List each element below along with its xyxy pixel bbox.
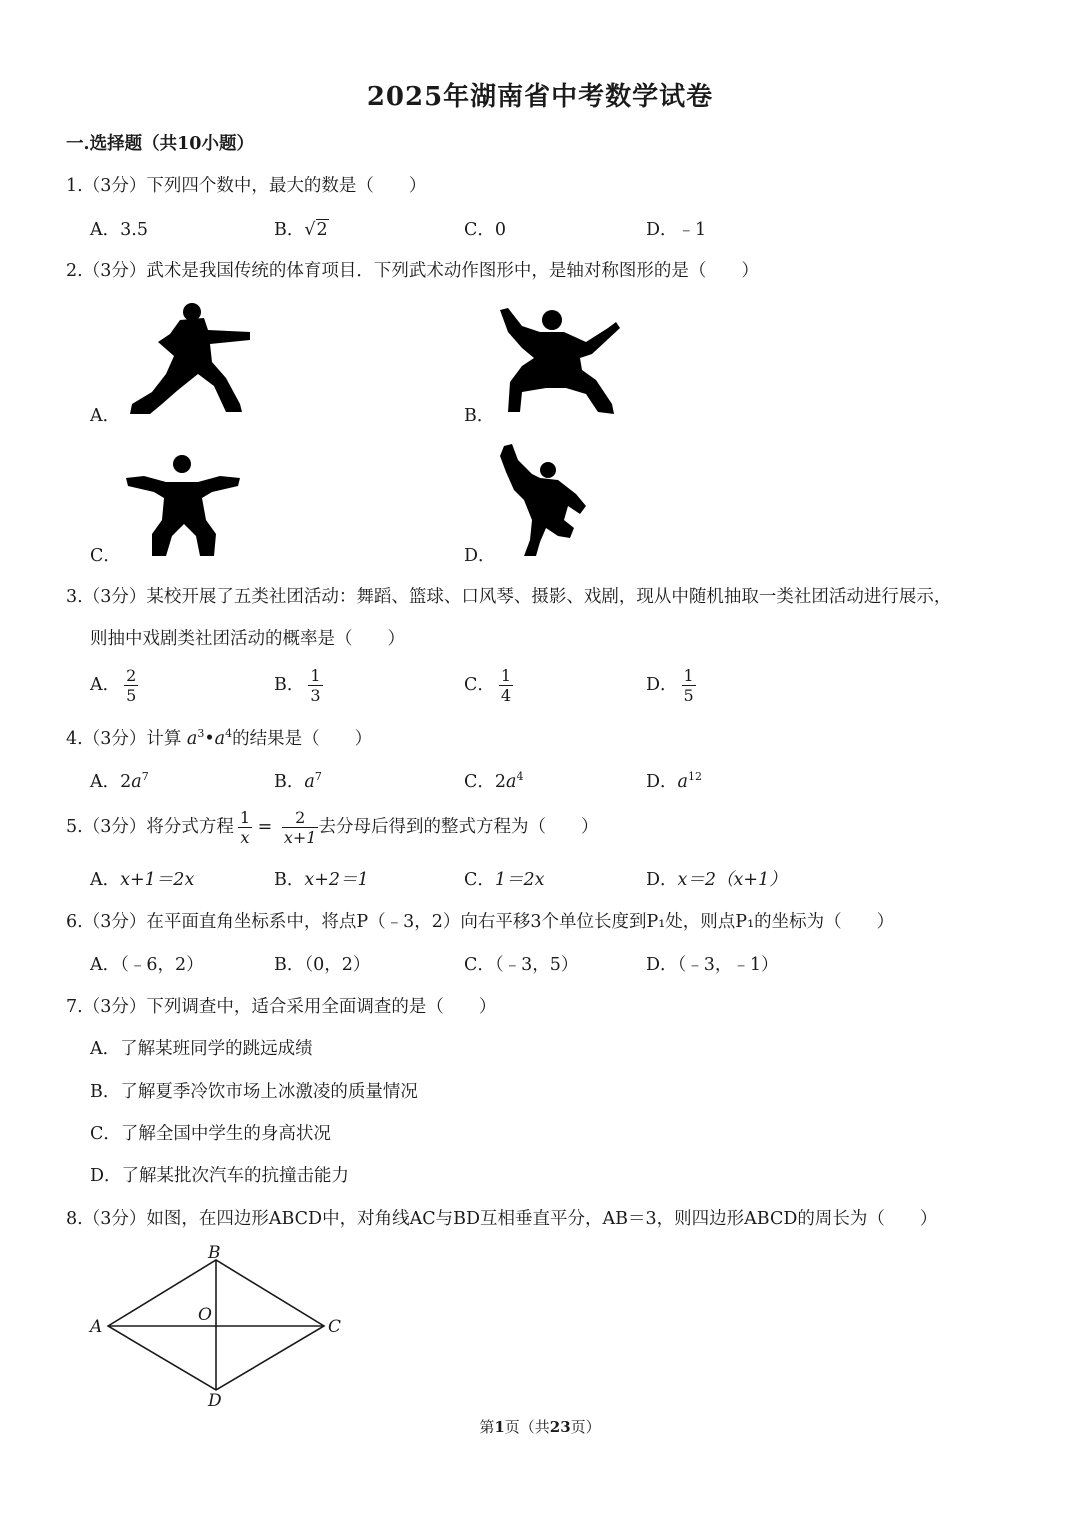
q8-stem: 8.（3分）如图，在四边形ABCD中，对角线AC与BD互相垂直平分，AB＝3，则四边形ABCD的周长为（ ）: [66, 1209, 938, 1229]
q5-option-a: A．x+1＝2x: [90, 870, 195, 890]
section-heading: 一.选择题（共10小题）: [66, 134, 254, 154]
q6-option-b: B．（0，2）: [274, 955, 371, 975]
page-title: 2025年湖南省中考数学试卷: [366, 82, 714, 112]
q4-option-d: D．$a^{12}$: [646, 770, 702, 792]
q3-option-a: A． $\frac{2}{5}$: [90, 666, 137, 705]
current-page-number: 1: [494, 1418, 505, 1436]
fraction: $\frac{2}{5}$: [126, 666, 137, 705]
q6-stem: 6.（3分）在平面直角坐标系中，将点P（﹣3，2）向右平移3个单位长度到P₁处，则点P₁的坐标为（ ）: [66, 912, 895, 932]
q7-option-b: B．了解夏季冷饮市场上冰激凌的质量情况: [90, 1082, 418, 1102]
rhs-fraction: $\frac{2}{x+1}$: [283, 808, 317, 847]
martial-arts-figure-b: [496, 304, 622, 416]
q6-option-d: D．（﹣3，﹣1）: [646, 955, 779, 975]
q2-option-a: A．: [90, 406, 121, 426]
q4-option-c: C．$2a^4$: [464, 770, 524, 792]
q7-option-a: A．了解某班同学的跳远成绩: [90, 1039, 313, 1059]
q3-option-b: B． $\frac{1}{3}$: [274, 666, 321, 705]
q2-stem: 2.（3分）武术是我国传统的体育项目．下列武术动作图形中，是轴对称图形的是（ ）: [66, 261, 759, 281]
page-footer: 第1页（共23页）: [479, 1418, 601, 1436]
q1-option-a: A．3.5: [90, 220, 148, 240]
vertex-label-d: D: [208, 1391, 222, 1410]
rhombus-diagram: [86, 1240, 356, 1410]
vertex-label-b: B: [208, 1243, 221, 1263]
lhs-fraction: $\frac{1}{x}$: [239, 808, 251, 847]
q7-option-c: C．了解全国中学生的身高状况: [90, 1124, 331, 1144]
martial-arts-figure-c: [122, 452, 244, 560]
q3-option-c: C． $\frac{1}{4}$: [464, 666, 512, 705]
martial-arts-figure-d: [496, 442, 592, 560]
vertex-label-c: C: [328, 1317, 342, 1337]
q1-option-d: D．﹣1: [646, 220, 707, 240]
q4-option-a: A．$2a^7$: [90, 770, 149, 792]
q4-stem: 4.（3分）计算 $a^3•a^4$的结果是（ ）: [66, 727, 373, 749]
q5-option-b: B．x+2＝1: [274, 870, 369, 890]
martial-arts-figure-a: [122, 300, 257, 418]
q3-option-d: D． $\frac{1}{5}$: [646, 666, 694, 705]
q1-option-c: C．0: [464, 220, 507, 240]
vertex-label-a: A: [90, 1317, 103, 1337]
center-label-o: O: [198, 1305, 212, 1325]
q7-stem: 7.（3分）下列调查中，适合采用全面调查的是（ ）: [66, 997, 497, 1017]
q4-option-b: B．$a^7$: [274, 770, 322, 792]
q2-option-c: C．: [90, 546, 121, 566]
q6-option-c: C．（﹣3，5）: [464, 955, 579, 975]
q5-stem: 5.（3分）将分式方程 $\frac{1}{x}$ = $\frac{2}{x+1}$ 去分母后得到的整式方程为（ ）: [66, 808, 599, 847]
q2-option-b: B．: [464, 406, 495, 426]
q3-stem-line2: 则抽中戏剧类社团活动的概率是（ ）: [90, 629, 405, 649]
fraction: $\frac{1}{5}$: [683, 666, 694, 705]
q7-option-d: D．了解某批次汽车的抗撞击能力: [90, 1166, 350, 1186]
total-pages: 23: [549, 1418, 571, 1436]
q1-stem: 1.（3分）下列四个数中，最大的数是（ ）: [66, 176, 427, 196]
q1-option-b: B．√2: [274, 220, 328, 240]
q2-option-d: D．: [464, 546, 496, 566]
q3-stem-line1: 3.（3分）某校开展了五类社团活动：舞蹈、篮球、口风琴、摄影、戏剧，现从中随机抽取一类社团活动进行展示，: [66, 587, 952, 607]
sqrt-symbol: √2: [304, 220, 328, 240]
q5-option-d: D．x＝2（x+1）: [646, 870, 787, 890]
q6-option-a: A．（﹣6，2）: [90, 955, 204, 975]
fraction: $\frac{1}{3}$: [310, 666, 321, 705]
q5-option-c: C．1＝2x: [464, 870, 545, 890]
fraction: $\frac{1}{4}$: [500, 666, 512, 705]
